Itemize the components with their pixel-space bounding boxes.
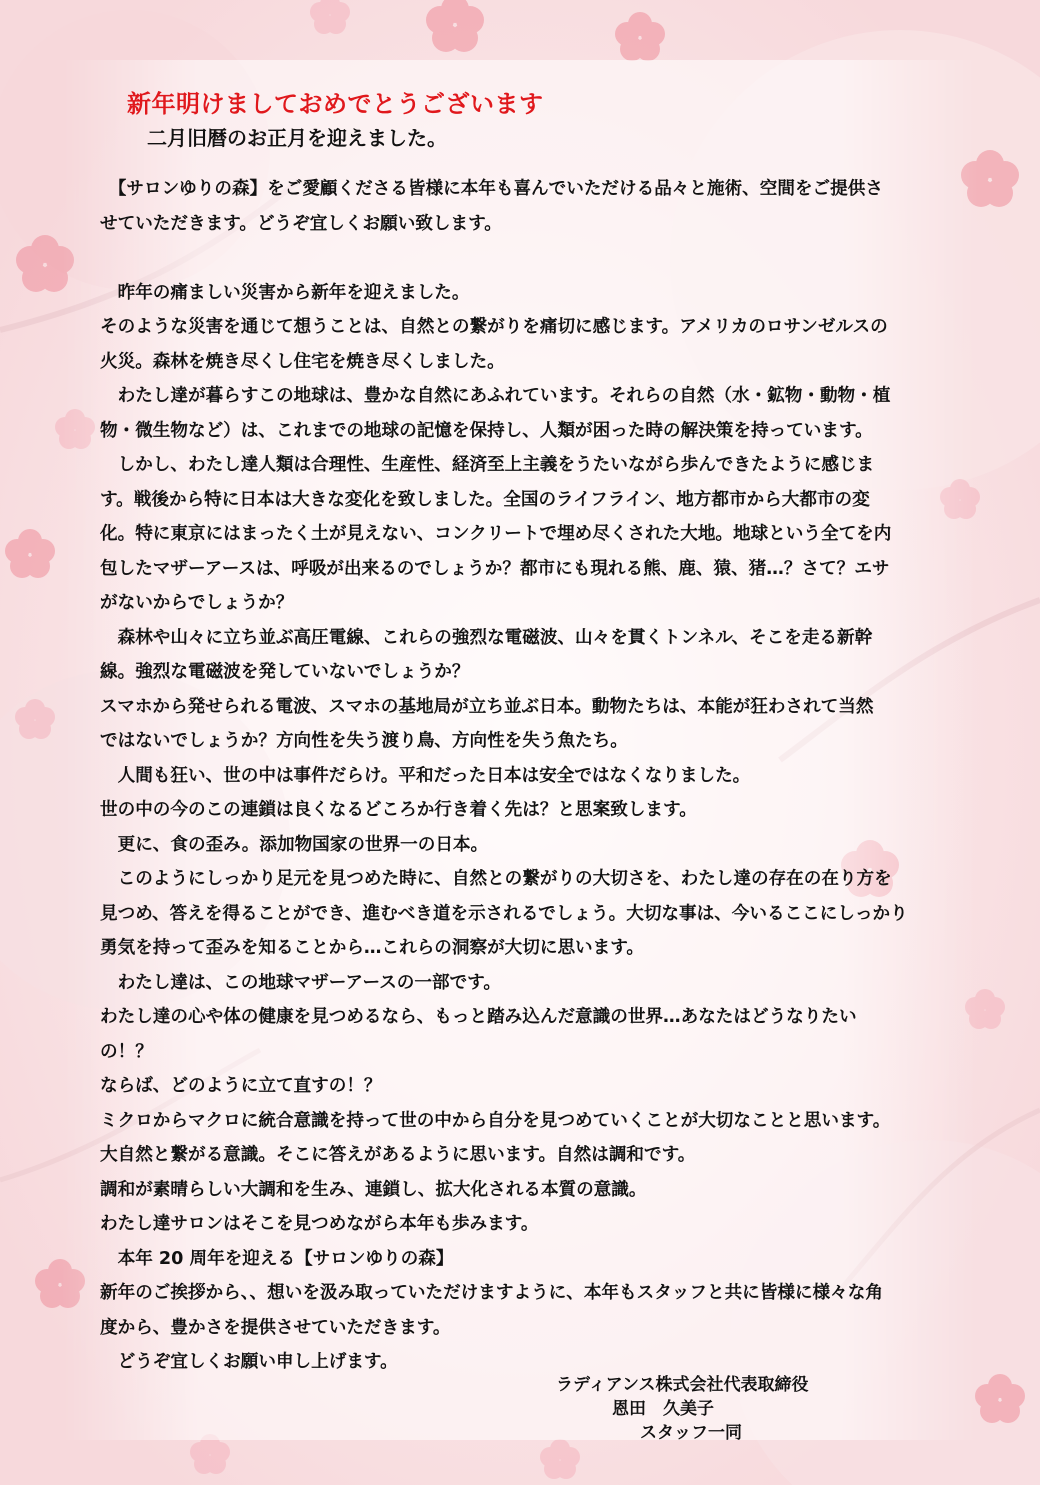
- body-line: しかし、わたし達人類は合理性、生産性、経済至上主義をうたいながら歩んできたように感じま: [100, 455, 875, 475]
- body-line: 昨年の痛ましい災害から新年を迎えました。: [100, 282, 470, 303]
- letter-title: 新年明けましておめでとうございます: [127, 90, 544, 118]
- body-line: 見つめ、答えを得ることができ、進むべき道を示されるでしょう。大切な事は、今いるここにしっかり: [100, 903, 908, 924]
- body-line: ではないでしょうか？方向性を失う渡り鳥、方向性を失う魚たち。: [100, 731, 628, 751]
- signature-name: 恩田 久美子: [612, 1399, 714, 1419]
- body-line: 物・微生物など）は、これまでの地球の記憶を保持し、人類が困った時の解決策を持っています。: [100, 420, 873, 441]
- body-line: わたし達は、この地球マザーアースの一部です。: [100, 972, 501, 993]
- letter-body: [100, 172, 950, 1380]
- body-line: わたし達が暮らすこの地球は、豊かな自然にあふれています。それらの自然（水・鉱物・動物・植: [100, 386, 891, 406]
- signature-staff: スタッフ一同: [640, 1423, 742, 1443]
- body-line: このようにしっかり足元を見つめた時に、自然との繋がりの大切さを、わたし達の存在の在り方を: [100, 869, 892, 889]
- body-line: の！？: [100, 1041, 153, 1062]
- body-line: 本年 20 周年を迎える【サロンゆりの森】: [100, 1248, 454, 1269]
- body-line-blank: [100, 241, 950, 276]
- body-line: 世の中の今のこの連鎖は良くなるどころか行き着く先は？と思案致します。: [100, 800, 697, 820]
- body-line: 【サロンゆりの森】をご愛顧くださる皆様に本年も喜んでいただける品々と施術、空間をご提供さ: [100, 179, 883, 199]
- body-line: わたし達サロンはそこを見つめながら本年も歩みます。: [100, 1214, 539, 1234]
- body-line: 線。強烈な電磁波を発していないでしょうか？: [100, 662, 470, 682]
- body-line: スマホから発せられる電波、スマホの基地局が立ち並ぶ日本。動物たちは、本能が狂わされて当然: [100, 696, 874, 717]
- body-line: 火災。森林を焼き尽くし住宅を焼き尽くしました。: [100, 351, 505, 372]
- body-line: せていただきます。どうぞ宜しくお願い致します。: [100, 213, 502, 234]
- body-line: どうぞ宜しくお願い申し上げます。: [100, 1352, 398, 1372]
- body-line: そのような災害を通じて想うことは、自然との繋がりを痛切に感じます。アメリカのロサンゼルスの: [100, 317, 888, 337]
- signature-company: ラディアンス株式会社代表取締役: [556, 1375, 809, 1395]
- body-line: わたし達の心や体の健康を見つめるなら、もっと踏み込んだ意識の世界…あなたはどうなりたい: [100, 1007, 857, 1027]
- body-line: 新年のご挨拶から、、想いを汲み取っていただけますように、本年もスタッフと共に皆様に様々な角: [100, 1283, 883, 1303]
- letter-subtitle: 二月旧暦のお正月を迎えました。: [147, 126, 447, 150]
- body-line: 化。特に東京にはまったく土が見えない、コンクリートで埋め尽くされた大地。地球という全てを内: [100, 524, 892, 544]
- body-line: 包したマザーアースは、呼吸が出来るのでしょうか？都市にも現れる熊、鹿、猿、猪…？さて？エサ: [100, 558, 890, 579]
- body-line: ミクロからマクロに統合意識を持って世の中から自分を見つめていくことが大切なことと思います。: [100, 1110, 891, 1131]
- body-line: 人間も狂い、世の中は事件だらけ。平和だった日本は安全ではなくなりました。: [100, 765, 751, 786]
- body-line: 調和が素晴らしい大調和を生み、連鎖し、拡大化される本質の意識。: [100, 1179, 647, 1200]
- body-line: 更に、食の歪み。添加物国家の世界一の日本。: [100, 834, 489, 855]
- body-line: 度から、豊かさを提供させていただきます。: [100, 1317, 451, 1338]
- body-line: ならば、どのように立て直すの！？: [100, 1076, 382, 1096]
- body-line: 森林や山々に立ち並ぶ高圧電線、これらの強烈な電磁波、山々を貫くトンネル、そこを走る新幹: [100, 627, 873, 648]
- body-line: がないからでしょうか？: [100, 593, 294, 613]
- body-line: す。戦後から特に日本は大きな変化を致しました。全国のライフライン、地方都市から大都市の変: [100, 489, 870, 510]
- body-line: 勇気を持って歪みを知ることから…これらの洞察が大切に思います。: [100, 938, 645, 958]
- body-line: 大自然と繋がる意識。そこに答えがあるように思います。自然は調和です。: [100, 1145, 696, 1165]
